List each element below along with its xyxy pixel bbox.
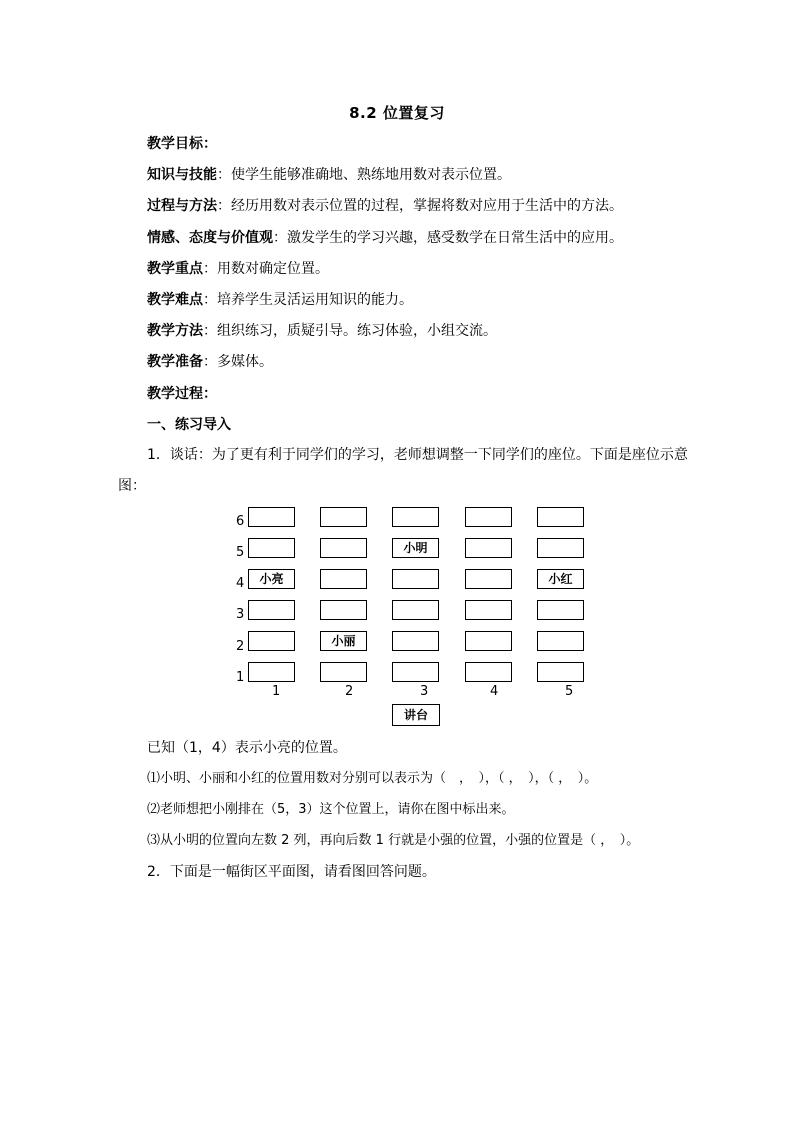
seat	[248, 631, 295, 651]
goal-process: 过程与方法：经历用数对表示位置的过程，掌握将数对应用于生活中的方法。	[147, 198, 623, 214]
seat	[537, 538, 584, 558]
question-1-3: ⑶从小明的位置向左数 2 列，再向后数 1 行就是小强的位置，小强的位置是（ ， ）。	[147, 833, 640, 848]
row-label: 2	[236, 639, 245, 654]
teaching-prep: 教学准备：多媒体。	[147, 354, 273, 370]
seat	[248, 507, 295, 527]
seat	[465, 569, 512, 589]
teaching-method: 教学方法：组织练习，质疑引导。练习体验，小组交流。	[147, 323, 497, 339]
seat	[537, 507, 584, 527]
teaching-difficulty: 教学难点：培养学生灵活运用知识的能力。	[147, 292, 413, 308]
teaching-focus: 教学重点：用数对确定位置。	[147, 261, 329, 277]
podium: 讲台	[392, 704, 440, 726]
seat	[537, 662, 584, 682]
process-heading: 教学过程：	[147, 386, 217, 402]
seat	[392, 631, 439, 651]
col-label: 4	[490, 684, 499, 699]
seat	[465, 507, 512, 527]
seat	[320, 507, 367, 527]
seat	[320, 569, 367, 589]
row-label: 3	[236, 607, 245, 622]
page-title: 8.2 位置复习	[349, 104, 445, 122]
seat	[320, 600, 367, 620]
question-1-2: ⑵老师想把小刚排在（5，3）这个位置上，请你在图中标出来。	[147, 802, 515, 817]
question-1-1: ⑴小明、小丽和小红的位置用数对分别可以表示为（ ， ），（ ， ），（ ， ）。	[147, 771, 598, 786]
seat-xiaoliang: 小亮	[248, 569, 295, 589]
seat	[320, 538, 367, 558]
seat	[465, 662, 512, 682]
seat-xiaoli: 小丽	[320, 631, 367, 651]
seat	[537, 600, 584, 620]
seat	[392, 600, 439, 620]
seat	[392, 569, 439, 589]
row-label: 6	[236, 514, 245, 529]
row-label: 1	[236, 670, 245, 685]
seat-xiaohong: 小红	[537, 569, 584, 589]
row-label: 4	[236, 576, 245, 591]
question-2: 2．下面是一幅街区平面图，请看图回答问题。	[147, 864, 436, 880]
col-label: 1	[272, 684, 281, 699]
goals-heading: 教学目标：	[147, 136, 217, 152]
seat	[537, 631, 584, 651]
seat	[465, 631, 512, 651]
seat	[248, 662, 295, 682]
seat	[392, 507, 439, 527]
col-label: 3	[420, 684, 429, 699]
col-label: 2	[345, 684, 354, 699]
goal-emotion: 情感、态度与价值观：激发学生的学习兴趣，感受数学在日常生活中的应用。	[147, 230, 623, 246]
seat	[248, 600, 295, 620]
col-label: 5	[565, 684, 574, 699]
known-position: 已知（1，4）表示小亮的位置。	[147, 740, 347, 756]
seat	[320, 662, 367, 682]
seat	[392, 662, 439, 682]
seat	[465, 538, 512, 558]
goal-knowledge: 知识与技能：使学生能够准确地、熟练地用数对表示位置。	[147, 167, 511, 183]
seat	[248, 538, 295, 558]
q1-intro: 1．谈话：为了更有利于同学们的学习，老师想调整一下同学们的座位。下面是座位示意图：	[118, 447, 688, 494]
seat-xiaoming: 小明	[392, 538, 439, 558]
section1-heading: 一、练习导入	[147, 417, 231, 433]
row-label: 5	[236, 545, 245, 560]
seat	[465, 600, 512, 620]
